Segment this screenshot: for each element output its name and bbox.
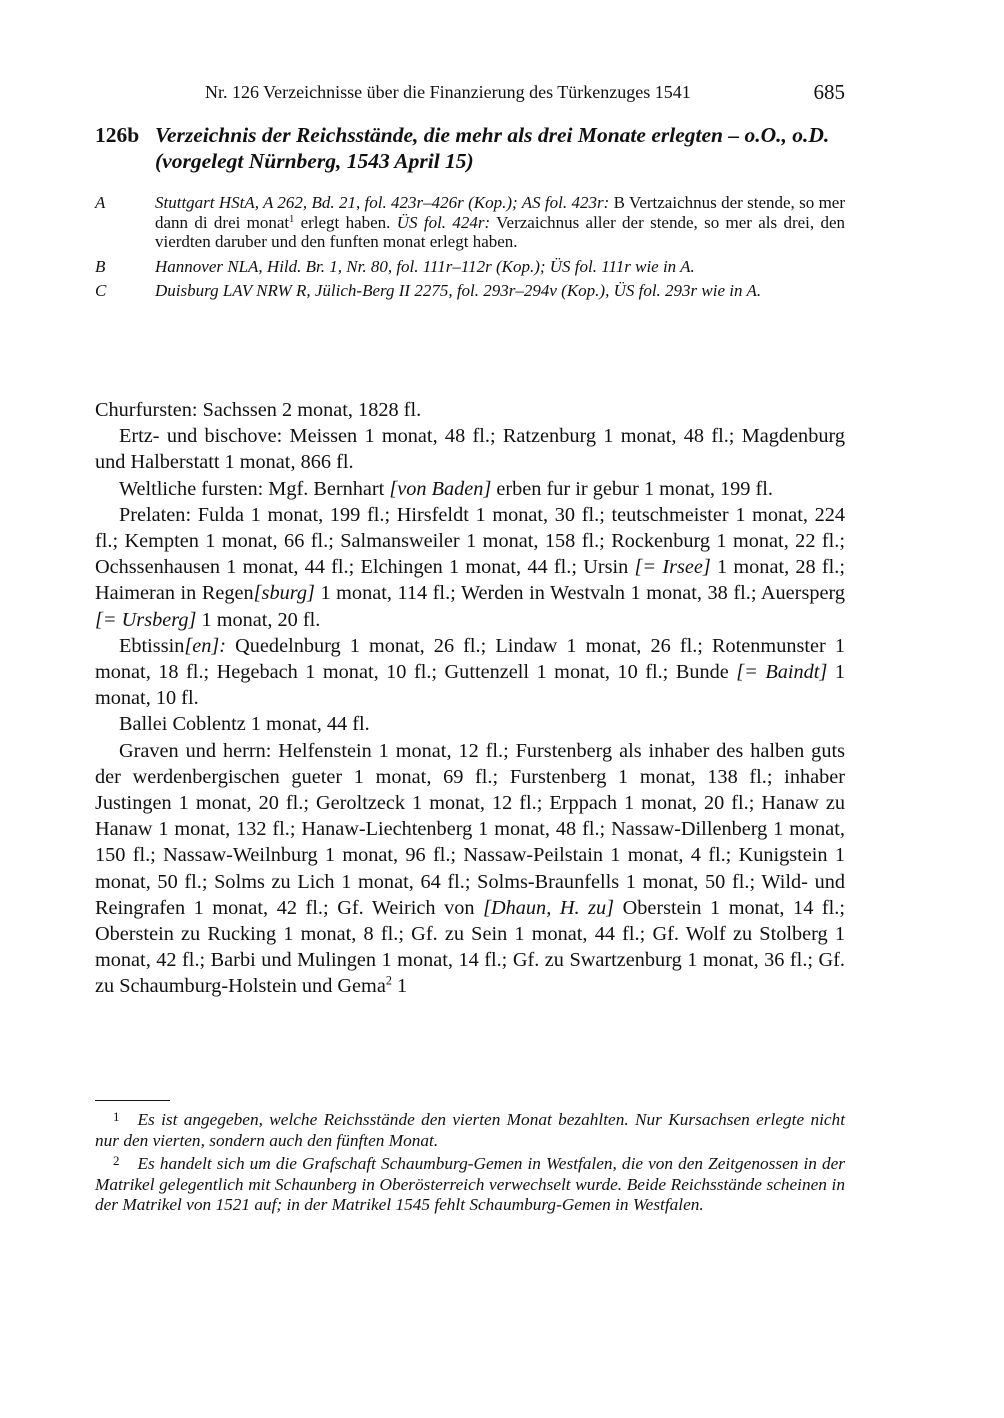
paragraph [95,397,845,423]
text-segment: B Vertzaichnus der stende, so mer dann di drei monat [155,193,845,232]
footnote-number: 2 [113,1153,120,1168]
source-siglum: C [95,281,107,300]
heading-number: 126b [95,123,140,147]
footnote-rule [95,1100,170,1101]
text-segment: 1 monat, 114 fl.; Werden in Westvaln 1 monat, 38 fl.; Auersperg [314,582,846,605]
source-description [155,257,845,277]
paragraph [95,502,845,633]
page-number: 685 [813,80,845,104]
source-siglum: A [95,193,106,212]
text-segment: erben fur ir gebur 1 monat, 199 fl. [491,477,773,500]
source-description [155,281,845,301]
source-entry [95,257,845,277]
paragraph [95,633,845,712]
source-entry [95,193,845,252]
source-entry [95,281,845,301]
text-segment: Stuttgart HStA, A 262, Bd. 21, fol. 423r–426r (Kop.); AS fol. 423r: [155,193,610,212]
text-segment: [Dhaun, H. zu] [483,896,615,919]
paragraph [95,423,845,475]
footnote-ref: 2 [385,974,392,989]
paragraph [95,711,845,737]
text-segment: Ballei Coblentz 1 monat, 44 fl. [119,713,370,736]
text-segment: [sburg] [253,582,315,605]
source-siglum: B [95,256,106,276]
paragraph [95,476,845,502]
document-heading [95,122,850,174]
text-segment: Graven und herrn: Helfenstein 1 monat, 12 fl.; Furstenberg als inhaber des halben guts der werdenbergischen gueter 1 monat, 69 fl.; Furstenberg 1 monat, 138 fl.; inhaber Justingen 1 monat, 20 fl.; Geroltzeck 1 monat, 12 fl.; Erppach 1 monat, 20 fl.; Hanaw zu Hanaw 1 monat, 132 fl.; Hanaw-Liechtenberg 1 monat, 48 fl.; Nassaw-Dillenberg 1 monat, 150 fl.; Nassaw-Weilnburg 1 monat, 96 fl.; Nassaw-Peilstain 1 monat, 4 fl.; Kunigstein 1 monat, 50 fl.; Solms zu Lich 1 monat, 64 fl.; Solms-Braunfells 1 monat, 50 fl.; Wild- und Reingrafen 1 monat, 42 fl.; Gf. Weirich von [95,739,845,919]
text-segment: Weltliche fursten: Mgf. Bernhart [119,477,390,500]
text-segment: Duisburg LAV NRW R, Jülich-Berg II 2275, fol. 293r–294v (Kop.), ÜS fol. 293r wie in A. [155,281,762,300]
text-segment: 1 monat, 28 fl.; Haimeran in Regen [95,556,845,605]
text-segment: Prelaten: Fulda 1 monat, 199 fl.; Hirsfeldt 1 monat, 30 fl.; teutschmeister 1 monat, 224 fl.; Kempten 1 monat, 66 fl.; Salmansweiler 1 monat, 158 fl.; Rockenburg 1 monat, 22 fl.; Ochssenhausen 1 monat, 44 fl.; Elchingen 1 monat, 44 fl.; Ursin [95,503,845,579]
footnote-number: 1 [113,1109,120,1124]
text-segment: ÜS fol. 424r: [396,212,491,232]
footnote [95,1107,845,1151]
footnote-text: Es handelt sich um die Grafschaft Schaumburg-Gemen in Westfalen, die von den Zeitgenossen in der Matrikel gelegentlich mit Schaunberg in Oberösterreich verwechselt wurde. Beide Reichsstände scheinen in der Matrikel von 1521 auf; in der Matrikel 1545 fehlt Schaumburg-Gemen in Westfalen. [95,1154,845,1214]
text-segment: Oberstein 1 monat, 14 fl.; Oberstein zu Rucking 1 monat, 8 fl.; Gf. zu Sein 1 monat, 44 fl.; Gf. Wolf zu Stolberg 1 monat, 42 fl.; Barbi und Mulingen 1 monat, 14 fl.; Gf. zu Swartzenburg 1 monat, 36 fl.; Gf. zu Schaumburg-Holstein und Gema [95,896,845,998]
text-segment: 1 monat, 10 fl. [95,661,845,710]
text-segment: Quedelnburg 1 monat, 26 fl.; Lindaw 1 monat, 26 fl.; Rotenmunster 1 monat, 18 fl.; Hegebach 1 monat, 10 fl.; Guttenzell 1 monat, 10 fl.; Bunde [95,634,845,684]
text-segment: 1 monat, 20 fl. [196,608,321,631]
text-segment: Verzaichnus aller der stende, so mer als drei, den vierdten daruber und den funften monat erlegt haben. [155,212,846,251]
text-segment: [= Irsee] [634,556,711,579]
text-segment: Hannover NLA, Hild. Br. 1, Nr. 80, fol. 111r–112r (Kop.); ÜS fol. 111r wie in A. [155,256,695,276]
text-segment: erlegt haben. [294,212,397,232]
source-description [155,193,845,252]
footnote-text: Es ist angegeben, welche Reichsstände den vierten Monat bezahlten. Nur Kursachsen erlegte nicht nur den vierten, sondern auch den fünften Monat. [95,1110,845,1150]
footnote-ref: 1 [289,213,295,225]
text-segment: [en]: [184,634,227,657]
paragraph [95,738,845,1000]
source-list [95,193,845,306]
text-segment: [von Baden] [389,477,492,500]
text-segment: Ebtissin [119,634,185,657]
text-segment: 1 [391,975,408,998]
text-segment: [= Ursberg] [95,608,197,631]
footnote [95,1151,845,1216]
text-segment: Churfursten: Sachssen 2 monat, 1828 fl. [95,399,422,421]
footnotes [95,1107,845,1216]
main-text [95,397,845,1000]
text-segment: Ertz- und bischove: Meissen 1 monat, 48 fl.; Ratzenburg 1 monat, 48 fl.; Magdenburg und Halberstatt 1 monat, 866 fl. [95,425,845,474]
running-head-title: Nr. 126 Verzeichnisse über die Finanzierung des Türkenzuges 1541 [205,82,691,102]
text-segment: [= Baindt] [736,661,828,684]
heading-title: Verzeichnis der Reichsstände, die mehr als drei Monate erlegten – o.O., o.D. (vorgelegt Nürnberg, 1543 April 15) [155,123,830,173]
